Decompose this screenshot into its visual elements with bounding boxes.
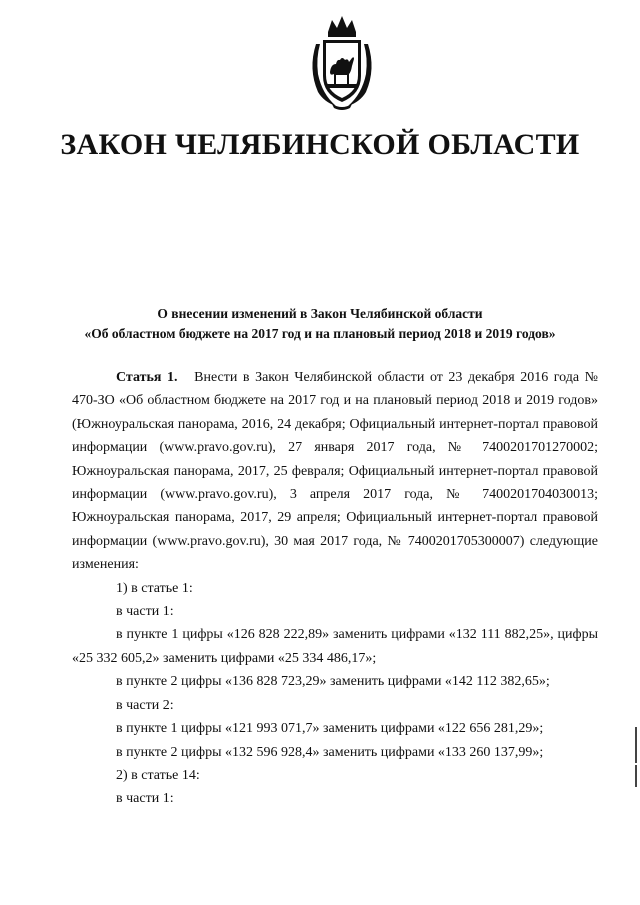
subtitle-line-2: «Об областном бюджете на 2017 год и на плановый период 2018 и 2019 годов» bbox=[84, 326, 556, 341]
list-item: в пункте 2 цифры «132 596 928,4» заменить цифрами «133 260 137,99»; bbox=[116, 744, 544, 760]
list-item: в части 2: bbox=[116, 697, 174, 713]
list-item: в пункте 2 цифры «136 828 723,29» заменить цифрами «142 112 382,65»; bbox=[116, 674, 550, 690]
subtitle-line-1: О внесении изменений в Закон Челябинской области bbox=[157, 306, 483, 321]
article-paragraph bbox=[72, 366, 598, 577]
list-item: 2) в статье 14: bbox=[116, 767, 200, 783]
list-item: в пункте 1 цифры «126 828 222,89» заменить цифрами «132 111 882,25», цифры «25 332 605,2» заменить цифрами «25 334 486,17»; bbox=[72, 627, 598, 666]
coat-of-arms-icon bbox=[306, 14, 378, 110]
article-body bbox=[72, 366, 598, 811]
scan-edge-mark bbox=[635, 727, 637, 763]
list-item: 1) в статье 1: bbox=[116, 580, 193, 596]
list-item: в части 1: bbox=[116, 604, 174, 620]
law-title: ЗАКОН ЧЕЛЯБИНСКОЙ ОБЛАСТИ bbox=[60, 128, 580, 161]
article-number: Статья 1. bbox=[116, 370, 178, 385]
scan-edge-mark bbox=[635, 765, 637, 787]
list-item: в части 1: bbox=[116, 791, 174, 807]
list-item: в пункте 1 цифры «121 993 071,7» заменить цифрами «122 656 281,29»; bbox=[116, 721, 544, 737]
law-subtitle bbox=[0, 304, 640, 344]
article-intro: Внести в Закон Челябинской области от 23 декабря 2016 года № 470-ЗО «Об областном бюджете на 2017 год и на плановый период 2018 и 2019 годов» (Южноуральская панорама, 2016, 24 декабря; Официальный интернет-портал правовой информации (www.pravo.gov.ru), 27 января 2017 года, № 7400201701270002; Южноуральская панорама, 2017, 25 февраля; Официальный интернет-портал правовой информации (www.pravo.gov.ru), 3 апреля 2017 года, № 7400201704030013; Южноуральская панорама, 2017, 29 апреля; Официальный интернет-портал правовой информации (www.pravo.gov.ru), 30 мая 2017 года, № 7400201705300007) следующие изменения: bbox=[72, 370, 599, 573]
